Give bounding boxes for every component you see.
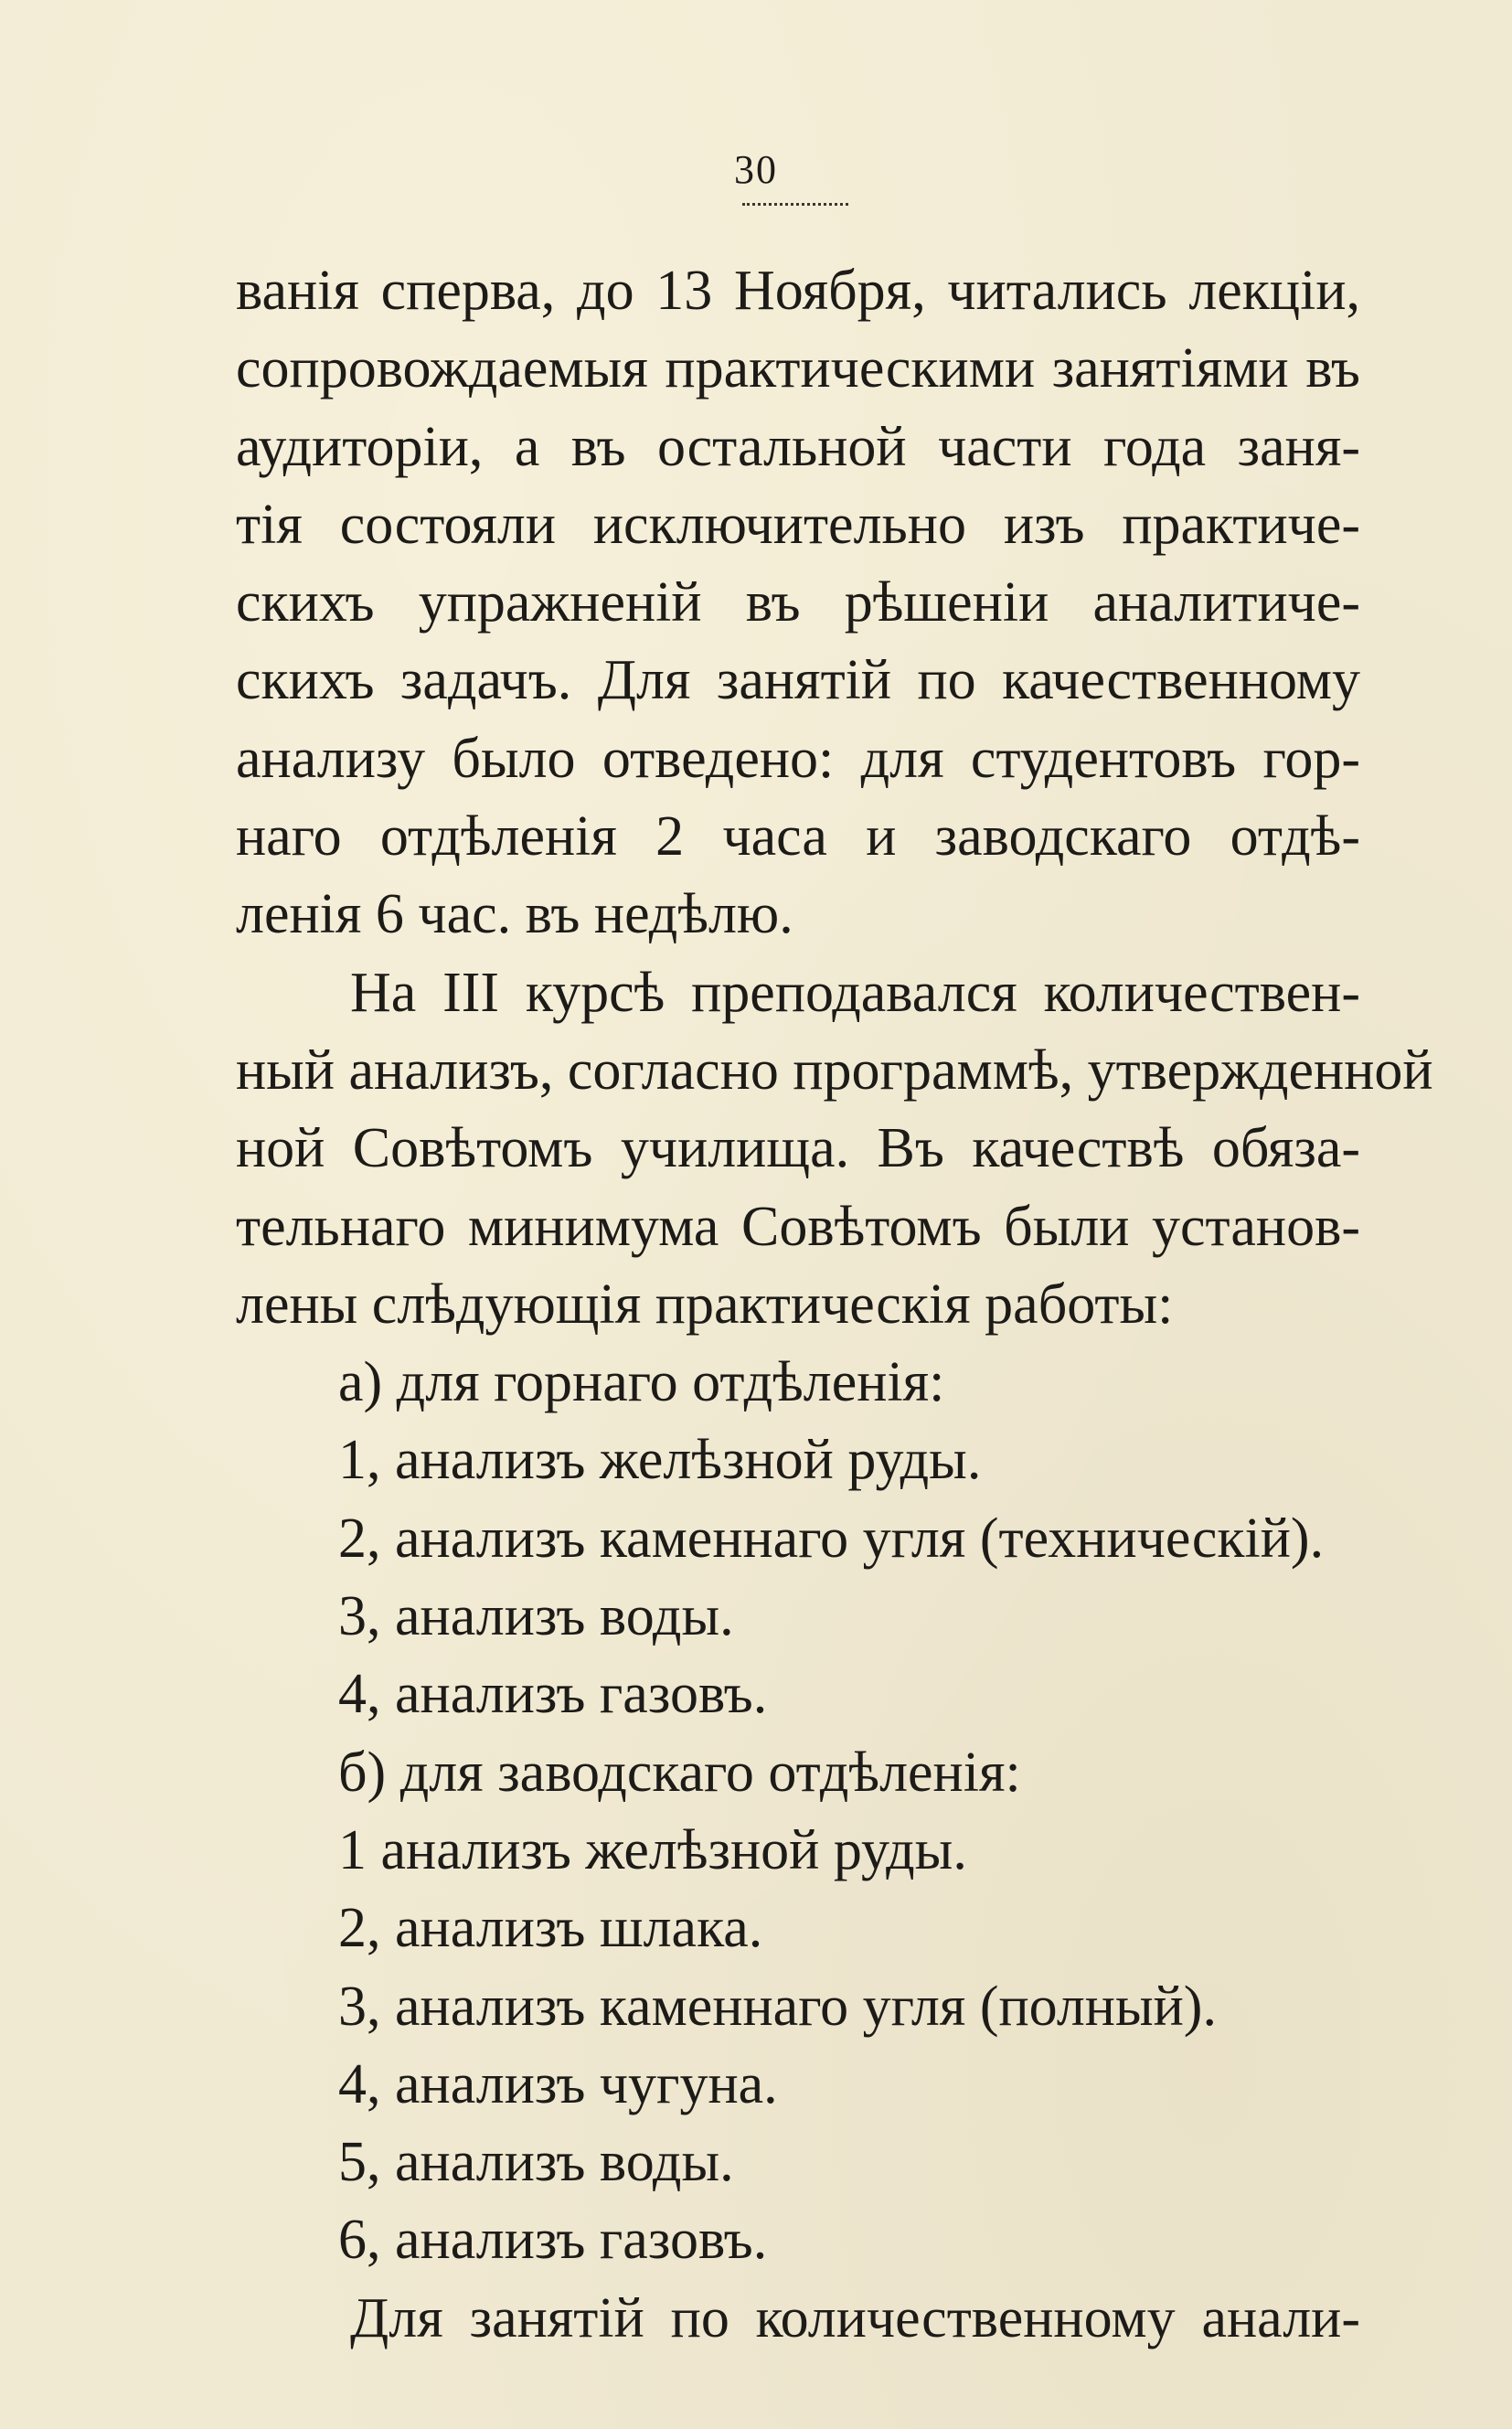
body-text bbox=[236, 252, 1433, 2358]
text-line: ленія 6 час. въ недѣлю. bbox=[236, 883, 793, 946]
list-item: 6, анализъ газовъ. bbox=[338, 2209, 768, 2272]
text-line: скихъ задачъ. Для занятій по качественному bbox=[236, 649, 1360, 712]
list-item: 2, анализъ каменнаго угля (техническій). bbox=[338, 1507, 1325, 1570]
text-line: ной Совѣтомъ училища. Въ качествѣ обяза- bbox=[236, 1117, 1360, 1180]
text-line: лены слѣдующія практическія работы: bbox=[236, 1273, 1174, 1336]
list-item: 5, анализъ воды. bbox=[338, 2131, 734, 2194]
list-item: 2, анализъ шлака. bbox=[338, 1897, 763, 1960]
list-item: 4, анализъ чугуна. bbox=[338, 2052, 778, 2115]
list-heading: а) для горнаго отдѣленія: bbox=[338, 1351, 945, 1414]
page-number: 30 bbox=[734, 147, 778, 192]
list-item: 3, анализъ каменнаго угля (полный). bbox=[338, 1975, 1217, 2038]
list-item: 1, анализъ желѣзной руды. bbox=[338, 1429, 982, 1492]
list-heading: б) для заводскаго отдѣленія: bbox=[338, 1741, 1021, 1804]
text-line: ванія сперва, до 13 Ноября, читались лекціи, bbox=[236, 260, 1360, 322]
text-line: наго отдѣленія 2 часа и заводскаго отдѣ- bbox=[236, 805, 1360, 868]
text-line: тельнаго минимума Совѣтомъ были установ- bbox=[236, 1195, 1360, 1258]
page-number-rule bbox=[742, 203, 848, 206]
paragraph-start-line: На III курсѣ преподавался количествен- bbox=[350, 961, 1360, 1024]
text-line: тія состояли исключительно изъ практиче- bbox=[236, 493, 1360, 556]
list-item: 1 анализъ желѣзной руды. bbox=[338, 1818, 967, 1881]
list-item: 3, анализъ воды. bbox=[338, 1585, 734, 1648]
paragraph-start-line: Для занятій по количественному анали- bbox=[350, 2286, 1360, 2349]
list-item: 4, анализъ газовъ. bbox=[338, 1663, 768, 1726]
text-line: скихъ упражненій въ рѣшеніи аналитиче- bbox=[236, 571, 1360, 634]
text-line: ный анализъ, согласно программѣ, утвержденной bbox=[236, 1039, 1433, 1102]
text-line: сопровождаемыя практическими занятіями въ bbox=[236, 337, 1360, 400]
text-line: анализу было отведено: для студентовъ гор- bbox=[236, 727, 1360, 790]
text-line: аудиторіи, а въ остальной части года заня- bbox=[236, 415, 1360, 478]
